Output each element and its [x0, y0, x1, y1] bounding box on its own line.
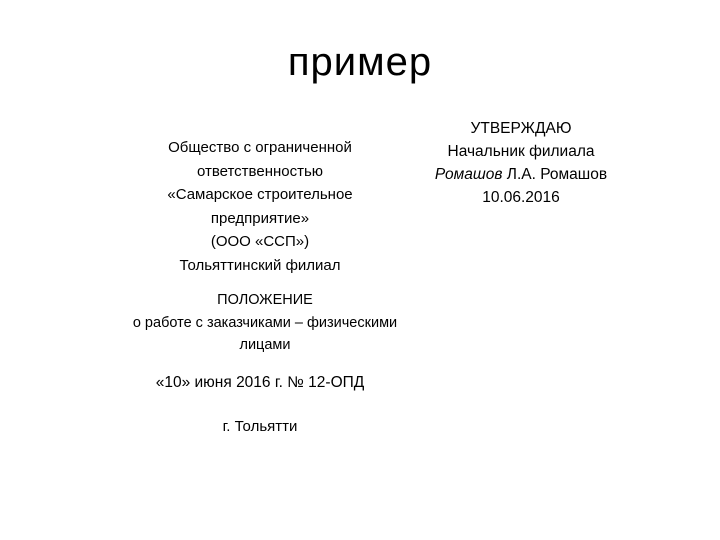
- document-city: г. Тольятти: [222, 418, 298, 435]
- org-line: «Самарское строительное: [167, 186, 353, 203]
- org-line: Общество с ограниченной: [168, 139, 352, 156]
- org-line: предприятие»: [210, 209, 310, 227]
- org-line: Тольяттинский филиал: [179, 256, 341, 274]
- organization-block: [130, 136, 390, 277]
- handwritten-signature: Ромашов: [434, 166, 503, 183]
- document-subject: о работе с заказчиками – физическими: [132, 314, 398, 331]
- approver-name: Л.А. Ромашов: [502, 166, 608, 183]
- approval-position: Начальник филиала: [447, 143, 595, 160]
- document-date-number: «10» июня 2016 г. № 12-ОПД: [155, 374, 365, 391]
- approval-date: 10.06.2016: [482, 189, 560, 206]
- org-line: ответственностью: [196, 162, 324, 180]
- document-heading-block: [95, 289, 435, 357]
- approval-block: [405, 117, 637, 209]
- document-type: ПОЛОЖЕНИЕ: [217, 292, 313, 308]
- approval-heading: УТВЕРЖДАЮ: [470, 120, 572, 137]
- document-subject: лицами: [239, 337, 291, 353]
- org-line: (ООО «ССП»): [210, 233, 310, 250]
- page-title: пример: [287, 40, 433, 84]
- approval-signature-line: [405, 163, 637, 186]
